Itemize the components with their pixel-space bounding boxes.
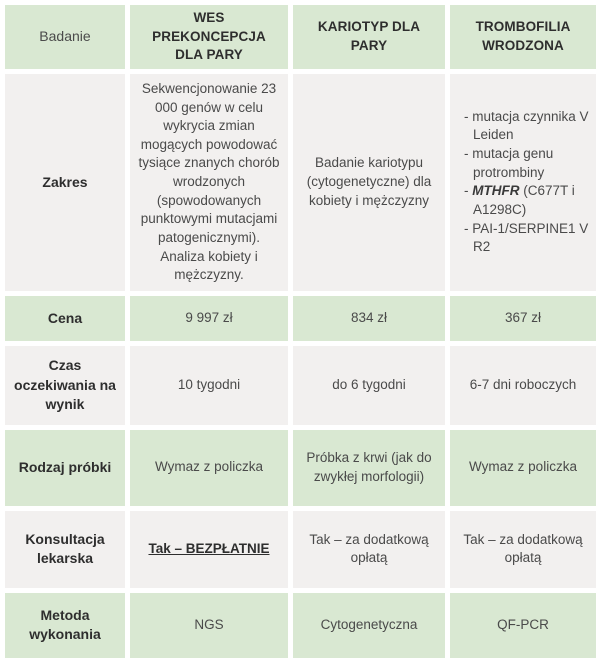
cell-probka-wes: Wymaz z policzka	[130, 430, 288, 506]
list-item-mthfr	[464, 182, 592, 219]
row-zakres	[5, 74, 596, 291]
cell-probka-kariotyp: Próbka z krwi (jak do zwykłej morfologii)	[293, 430, 445, 506]
row-label-metoda: Metoda wykonania	[5, 593, 125, 658]
column-header-wes: WES PREKONCEPCJA DLA PARY	[130, 5, 288, 69]
list-item-prothrombin	[464, 145, 592, 182]
column-header-kariotyp: KARIOTYP DLA PARY	[293, 5, 445, 69]
cell-konsultacja-kariotyp: Tak – za dodatkową opłatą	[293, 511, 445, 588]
header-row	[5, 5, 596, 69]
row-rodzaj-probki	[5, 430, 596, 506]
cell-zakres-trombofilia	[450, 74, 596, 291]
list-item-text: (C677T i A1298C)	[473, 183, 575, 217]
cell-czas-kariotyp: do 6 tygodni	[293, 346, 445, 425]
free-consultation-text: Tak – BEZPŁATNIE	[148, 540, 270, 556]
row-czas-oczekiwania	[5, 346, 596, 425]
row-label-rodzaj-probki: Rodzaj próbki	[5, 430, 125, 506]
cell-zakres-wes: Sekwencjonowanie 23 000 genów w celu wykrycia zmian mogących powodować tysiące znanych chorób wrodzonych (spowodowanych punktowymi mutacjami patogenicznymi). Analiza kobiety i mężczyzny.	[130, 74, 288, 291]
cell-metoda-kariotyp: Cytogenetyczna	[293, 593, 445, 658]
row-label-czas-oczekiwania: Czas oczekiwania na wynik	[5, 346, 125, 425]
cell-czas-wes: 10 tygodni	[130, 346, 288, 425]
bullet: -	[464, 183, 473, 199]
cell-metoda-trombofilia: QF-PCR	[450, 593, 596, 658]
row-label-cena: Cena	[5, 296, 125, 341]
cell-konsultacja-wes	[130, 511, 288, 588]
bullet: -	[464, 146, 473, 162]
list-item-text: mutacja czynnika V Leiden	[472, 108, 589, 143]
gene-name-mthfr: MTHFR	[472, 183, 520, 199]
cell-zakres-kariotyp: Badanie kariotypu (cytogenetyczne) dla kobiety i mężczyzny	[293, 74, 445, 291]
cell-probka-trombofilia: Wymaz z policzka	[450, 430, 596, 506]
row-cena	[5, 296, 596, 341]
row-label-konsultacja: Konsultacja lekarska	[5, 511, 125, 588]
corner-cell-badanie: Badanie	[5, 5, 125, 69]
column-header-trombofilia: TROMBOFILIA WRODZONA	[450, 5, 596, 69]
bullet: -	[464, 220, 473, 236]
row-label-zakres: Zakres	[5, 74, 125, 291]
row-konsultacja	[5, 511, 596, 588]
list-item-factor-v	[464, 108, 592, 145]
cell-cena-trombofilia: 367 zł	[450, 296, 596, 341]
list-item-text: mutacja genu protrombiny	[472, 146, 554, 180]
bullet: -	[464, 108, 473, 124]
list-item-pai1	[464, 220, 592, 257]
row-metoda	[5, 593, 596, 658]
list-item-text: PAI-1/SERPINE1 V R2	[472, 220, 589, 255]
cell-konsultacja-trombofilia: Tak – za dodatkową opłatą	[450, 511, 596, 588]
cell-cena-kariotyp: 834 zł	[293, 296, 445, 341]
cell-czas-trombofilia: 6-7 dni roboczych	[450, 346, 596, 425]
cell-cena-wes: 9 997 zł	[130, 296, 288, 341]
cell-metoda-wes: NGS	[130, 593, 288, 658]
